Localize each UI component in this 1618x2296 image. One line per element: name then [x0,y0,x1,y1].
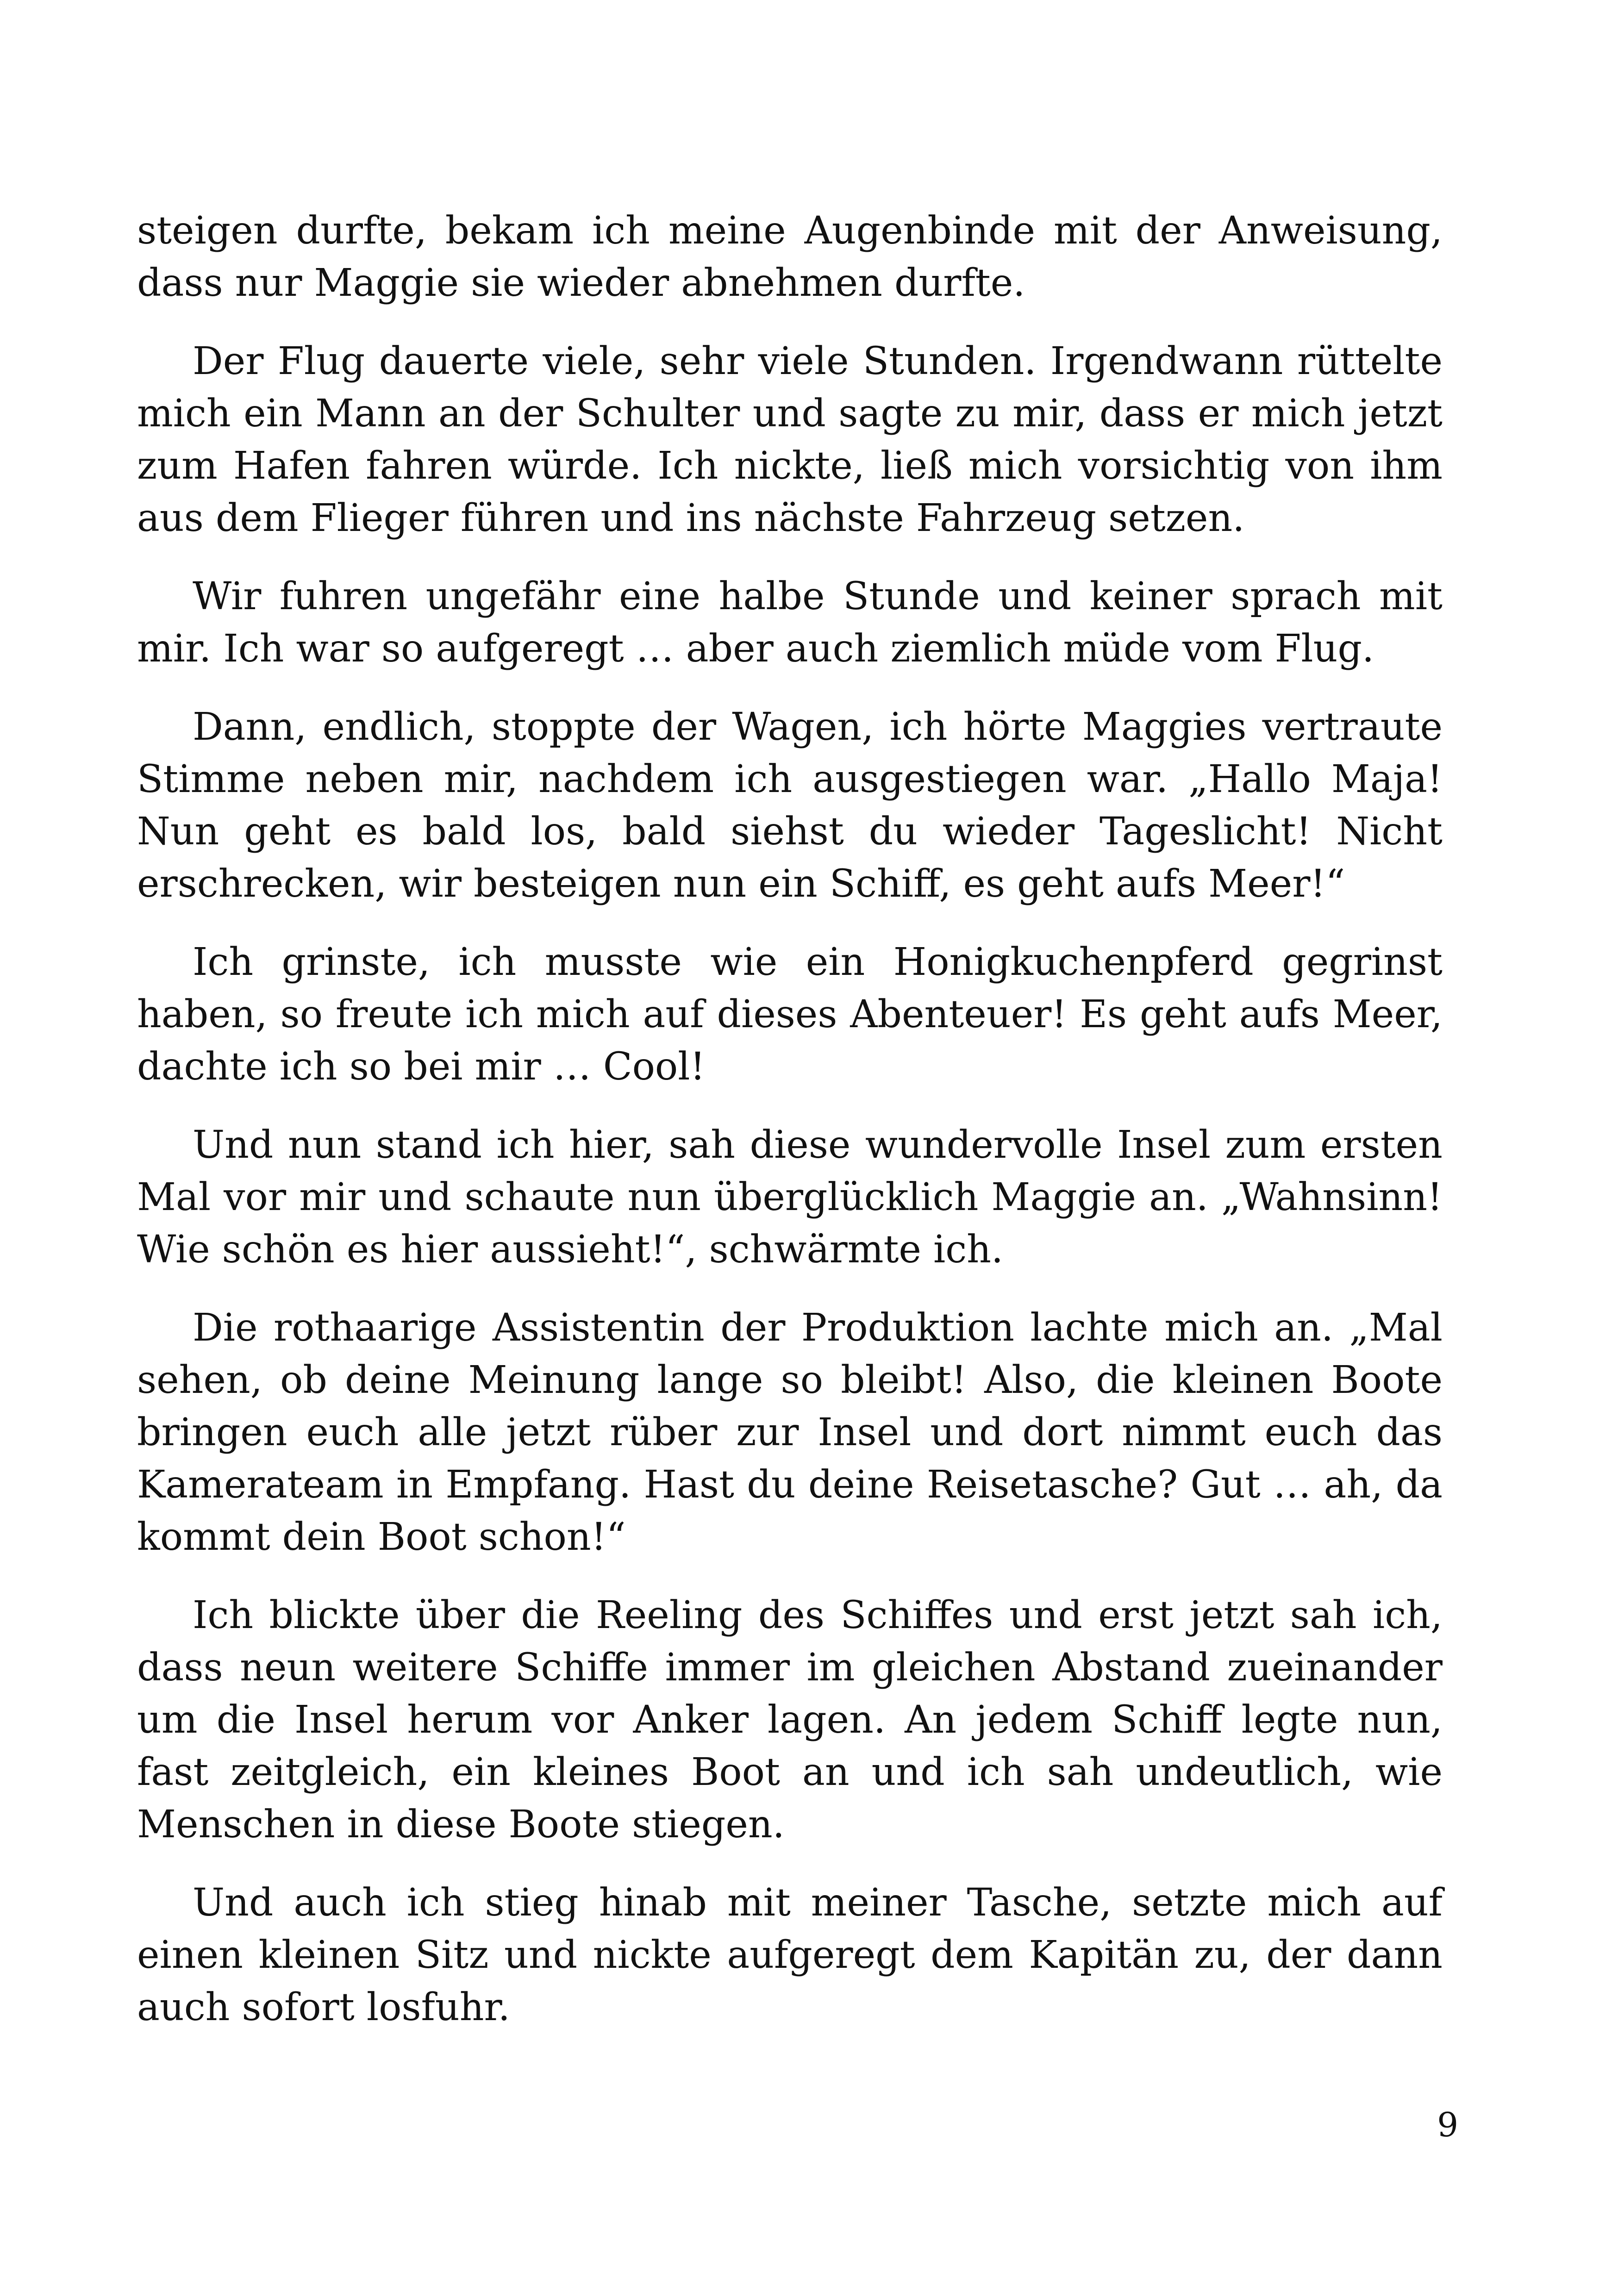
paragraph-5: Ich grinste, ich musste wie ein Honigkuchenpferd gegrinst haben, so freute ich mich auf dieses Abenteuer! Es geht aufs Meer, dachte ich so bei mir … Cool! [137,940,1443,1089]
paragraph-2: Der Flug dauerte viele, sehr viele Stunden. Irgendwann rüttelte mich ein Mann an der Schulter und sagte zu mir, dass er mich jetzt zum Hafen fahren würde. Ich nickte, ließ mich vorsichtig von ihm aus dem Flieger führen und ins nächste Fahrzeug setzen. [137,339,1443,540]
paragraph-8: Ich blickte über die Reeling des Schiffes und erst jetzt sah ich, dass neun weitere Schiffe immer im gleichen Abstand zueinander um die Insel herum vor Anker lagen. An jedem Schiff legte nun, fast zeitgleich, ein kleines Boot an und ich sah undeutlich, wie Menschen in diese Boote stiegen. [137,1593,1443,1847]
paragraph-3: Wir fuhren ungefähr eine halbe Stunde und keiner sprach mit mir. Ich war so aufgeregt … aber auch ziemlich müde vom Flug. [137,574,1443,671]
paragraph-6: Und nun stand ich hier, sah diese wundervolle Insel zum ersten Mal vor mir und schaute nun überglücklich Maggie an. „Wahnsinn! Wie schön es hier aussieht!“, schwärmte ich. [137,1123,1443,1272]
paragraph-1: steigen durfte, bekam ich meine Augenbinde mit der Anweisung, dass nur Maggie sie wieder abnehmen durfte. [137,209,1443,305]
paragraph-4: Dann, endlich, stoppte der Wagen, ich hörte Maggies vertraute Stimme neben mir, nachdem ich ausgestiegen war. „Hallo Maja! Nun geht es bald los, bald siehst du wieder Tageslicht! Nicht erschrecken, wir besteigen nun ein Schiff, es geht aufs Meer!“ [137,705,1443,906]
page-number: 9 [1437,2105,1458,2144]
paragraph-9: Und auch ich stieg hinab mit meiner Tasche, setzte mich auf einen kleinen Sitz und nickte aufgeregt dem Kapitän zu, der dann auch sofort losfuhr. [137,1881,1443,2029]
paragraph-7: Die rothaarige Assistentin der Produktion lachte mich an. „Mal sehen, ob deine Meinung lange so bleibt! Also, die kleinen Boote bringen euch alle jetzt rüber zur Insel und dort nimmt euch das Kamerateam in Empfang. Hast du deine Reisetasche? Gut … ah, da kommt dein Boot schon!“ [137,1306,1443,1559]
body-text [137,205,1443,2059]
